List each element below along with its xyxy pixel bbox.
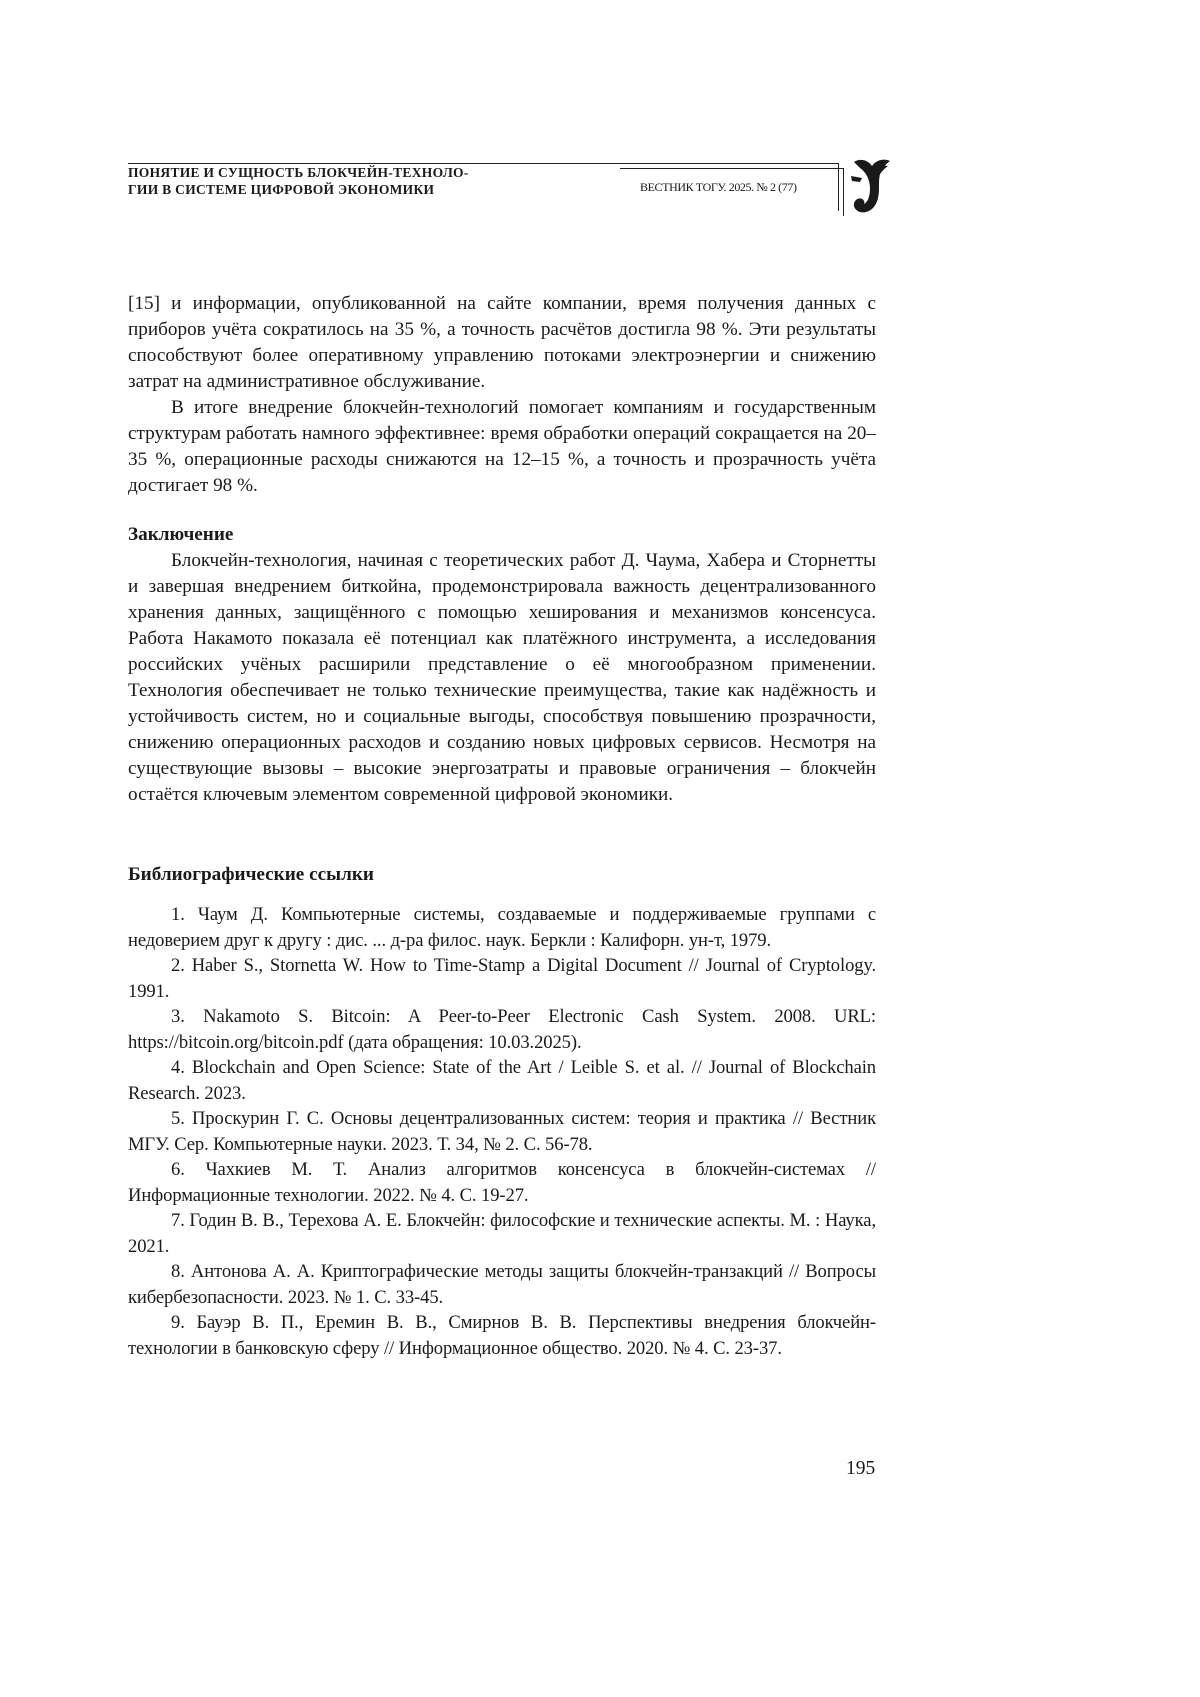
running-head-title bbox=[128, 164, 548, 198]
reference-item: 2. Haber S., Stornetta W. How to Time-Stamp a Digital Document // Journal of Cryptology. 1991. bbox=[128, 955, 876, 1002]
running-head-line-2: ГИИ В СИСТЕМЕ ЦИФРОВОЙ ЭКОНОМИКИ bbox=[128, 182, 435, 197]
page-number: 195 bbox=[846, 1458, 876, 1479]
references-heading: Библиографические ссылки bbox=[128, 864, 374, 885]
reference-item: 8. Антонова А. А. Криптографические методы защиты блокчейн-транзакций // Вопросы кибербезопасности. 2023. № 1. С. 33-45. bbox=[128, 1261, 876, 1308]
reference-item: 7. Годин В. В., Терехова А. Е. Блокчейн: философские и технические аспекты. М. : Наука, 2021. bbox=[128, 1210, 876, 1257]
body-continuation bbox=[128, 291, 876, 499]
reference-item: 3. Nakamoto S. Bitcoin: A Peer-to-Peer Electronic Cash System. 2008. URL: https://bitcoin.org/bitcoin.pdf (дата обращения: 10.03.2025). bbox=[128, 1006, 876, 1053]
journal-issue: ВЕСТНИК ТОГУ. 2025. № 2 (77) bbox=[640, 180, 797, 194]
references-section bbox=[128, 862, 876, 1361]
header-rule-right bbox=[538, 163, 838, 164]
conclusion-paragraph: Блокчейн-технология, начиная с теоретических работ Д. Чаума, Хабера и Сторнетты и завершая внедрением биткойна, продемонстрировала важность децентрализованного хранения данных, защищённого с помощью хеширования и механизмов консенсуса. Работа Накамото показала её потенциал как платёжного инструмента, а исследования российских учёных расширили представление о её многообразном применении. Технология обеспечивает не только технические преимущества, такие как надёжность и устойчивость систем, но и социальные выгоды, способствуя повышению прозрачности, снижению операционных расходов и созданию новых цифровых сервисов. Несмотря на существующие вызовы – высокие энергозатраты и правовые ограничения – блокчейн остаётся ключевым элементом современной цифровой экономики. bbox=[128, 550, 876, 805]
body-paragraph-1: [15] и информации, опубликованной на сайте компании, время получения данных с приборов учёта сократилось на 35 %, а точность расчётов достигла 98 %. Эти результаты способствуют более оперативному управлению потоками электроэнергии и снижению затрат на административное обслуживание. bbox=[128, 293, 876, 392]
header-vertical-rule-inner bbox=[843, 168, 844, 216]
conclusion-section bbox=[128, 522, 876, 808]
reference-item: 5. Проскурин Г. С. Основы децентрализованных систем: теория и практика // Вестник МГУ. Сер. Компьютерные науки. 2023. Т. 34, № 2. С. 56-78. bbox=[128, 1108, 876, 1155]
journal-logo-icon bbox=[848, 156, 894, 216]
running-head-line-1: ПОНЯТИЕ И СУЩНОСТЬ БЛОКЧЕЙН-ТЕХНОЛО- bbox=[128, 165, 469, 180]
conclusion-heading: Заключение bbox=[128, 524, 234, 545]
reference-item: 4. Blockchain and Open Science: State of the Art / Leible S. et al. // Journal of Blockchain Research. 2023. bbox=[128, 1057, 876, 1104]
reference-item: 9. Бауэр В. П., Еремин В. В., Смирнов В. В. Перспективы внедрения блокчейн-технологии в банковскую сферу // Информационное общество. 2020. № 4. С. 23-37. bbox=[128, 1312, 876, 1359]
reference-item: 1. Чаум Д. Компьютерные системы, создаваемые и поддерживаемые группами с недоверием друг к другу : дис. ... д-ра филос. наук. Беркли : Калифорн. ун-т, 1979. bbox=[128, 904, 876, 951]
body-paragraph-2: В итоге внедрение блокчейн-технологий помогает компаниям и государственным структурам работать намного эффективнее: время обработки операций сокращается на 20–35 %, операционные расходы снижаются на 12–15 %, а точность и прозрачность учёта достигает 98 %. bbox=[128, 397, 876, 496]
header-rule-second bbox=[620, 168, 844, 169]
reference-item: 6. Чахкиев М. Т. Анализ алгоритмов консенсуса в блокчейн-системах // Информационные технологии. 2022. № 4. С. 19-27. bbox=[128, 1159, 876, 1206]
header-vertical-rule bbox=[838, 163, 839, 211]
